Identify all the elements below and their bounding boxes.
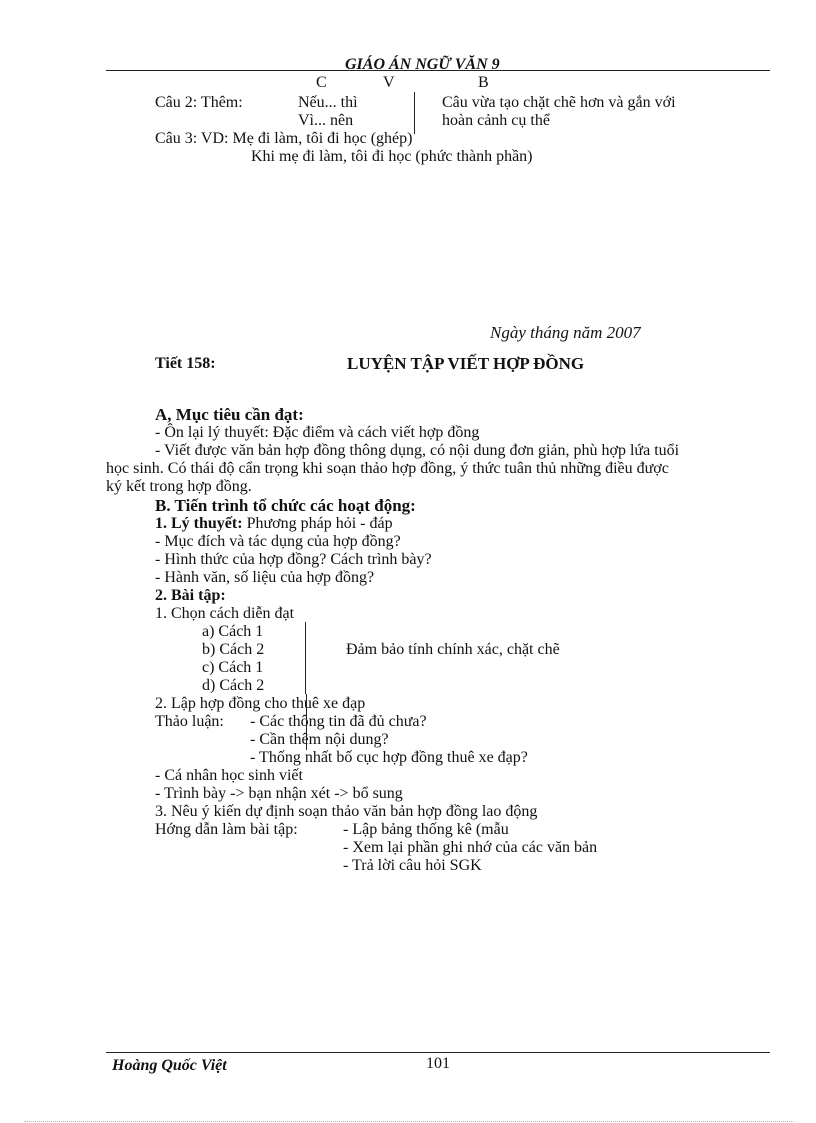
lesson-title: LUYỆN TẬP VIẾT HỢP ĐỒNG	[347, 354, 585, 373]
exercise-1-option-c: c) Cách 1	[202, 659, 264, 676]
cvb-label-b: B	[478, 74, 489, 91]
discussion-label: Thảo luận:	[155, 713, 224, 730]
discussion-item-3: - Thống nhất bố cục hợp đồng thuê xe đạp?	[250, 749, 528, 766]
exercise-3: 3. Nêu ý kiến dự định soạn thảo văn bản hợp đồng lao động	[155, 803, 538, 820]
section-a-heading: A, Mục tiêu cần đạt:	[155, 405, 304, 424]
options-bracket	[305, 622, 306, 694]
exercise-1-option-d: d) Cách 2	[202, 677, 265, 694]
homework-item-3: - Trả lời câu hỏi SGK	[343, 857, 482, 874]
header-rule	[106, 70, 770, 71]
theory-question-3: - Hành văn, số liệu của hợp đồng?	[155, 569, 375, 586]
cvb-label-v: V	[383, 74, 395, 91]
header-title: GIÁO ÁN NGỮ VĂN 9	[345, 56, 500, 73]
section-a-item-1: - Ôn lại lý thuyết: Đặc điểm và cách viết hợp đồng	[155, 424, 480, 441]
theory-question-1: - Mục đích và tác dụng của hợp đồng?	[155, 533, 401, 550]
homework-label: Hớng dẫn làm bài tập:	[155, 821, 298, 838]
question-2-label: Câu 2: Thêm:	[155, 94, 243, 111]
date-line: Ngày tháng năm 2007	[490, 323, 641, 342]
section-a-item-2-line-3: ký kết trong hợp đồng.	[106, 478, 252, 495]
lesson-number: Tiết 158:	[155, 355, 216, 372]
discussion-item-1: - Các thông tin đã đủ chưa?	[250, 713, 427, 730]
divider-bar	[414, 92, 415, 134]
exercise-1-option-a: a) Cách 1	[202, 623, 264, 640]
section-a-item-2-line-1: - Viết được văn bản hợp đồng thông dụng, có nội dung đơn giản, phù hợp lứa tuổi	[155, 442, 680, 459]
question-2-conj-2: Vì... nên	[298, 112, 354, 129]
exercise-1-note: Đảm bảo tính chính xác, chặt chẽ	[346, 641, 560, 658]
question-2-desc-2: hoàn cảnh cụ thể	[442, 112, 550, 129]
exercise-2: 2. Lập hợp đồng cho thuê xe đạp	[155, 695, 366, 712]
theory-line	[155, 515, 393, 533]
cvb-label-c: C	[316, 74, 327, 91]
question-3-line-1: Câu 3: VD: Mẹ đi làm, tôi đi học (ghép)	[155, 130, 413, 147]
question-2-conj-1: Nếu... thì	[298, 94, 358, 111]
section-a-item-2-line-2: học sinh. Có thái độ cẩn trọng khi soạn thảo hợp đồng, ý thức tuân thủ những điều được	[106, 460, 669, 477]
theory-method: Phương pháp hỏi - đáp	[246, 515, 393, 532]
theory-label: 1. Lý thuyết:	[155, 515, 243, 532]
page-edge-dotted-line	[24, 1121, 794, 1122]
exercise-label: 2. Bài tập:	[155, 587, 226, 604]
homework-item-2: - Xem lại phần ghi nhớ của các văn bản	[343, 839, 598, 856]
footer-author: Hoàng Quốc Việt	[112, 1057, 227, 1074]
page-number: 101	[426, 1055, 450, 1072]
exercise-1-option-b: b) Cách 2	[202, 641, 265, 658]
homework-item-1: - Lập bảng thống kê (mẫu	[343, 821, 509, 838]
individual-writing: - Cá nhân học sinh viết	[155, 767, 303, 784]
footer-rule	[106, 1052, 770, 1053]
theory-question-2: - Hình thức của hợp đồng? Cách trình bày?	[155, 551, 432, 568]
discussion-item-2: - Cần thêm nội dung?	[250, 731, 389, 748]
question-2-desc-1: Câu vừa tạo chặt chẽ hơn và gắn với	[442, 94, 676, 111]
exercise-1: 1. Chọn cách diễn đạt	[155, 605, 295, 622]
section-b-heading: B. Tiến trình tổ chức các hoạt động:	[155, 496, 416, 515]
question-3-line-2: Khi mẹ đi làm, tôi đi học (phức thành phần)	[251, 148, 533, 165]
presentation-step: - Trình bày -> bạn nhận xét -> bổ sung	[155, 785, 403, 802]
discussion-bar	[306, 694, 307, 750]
